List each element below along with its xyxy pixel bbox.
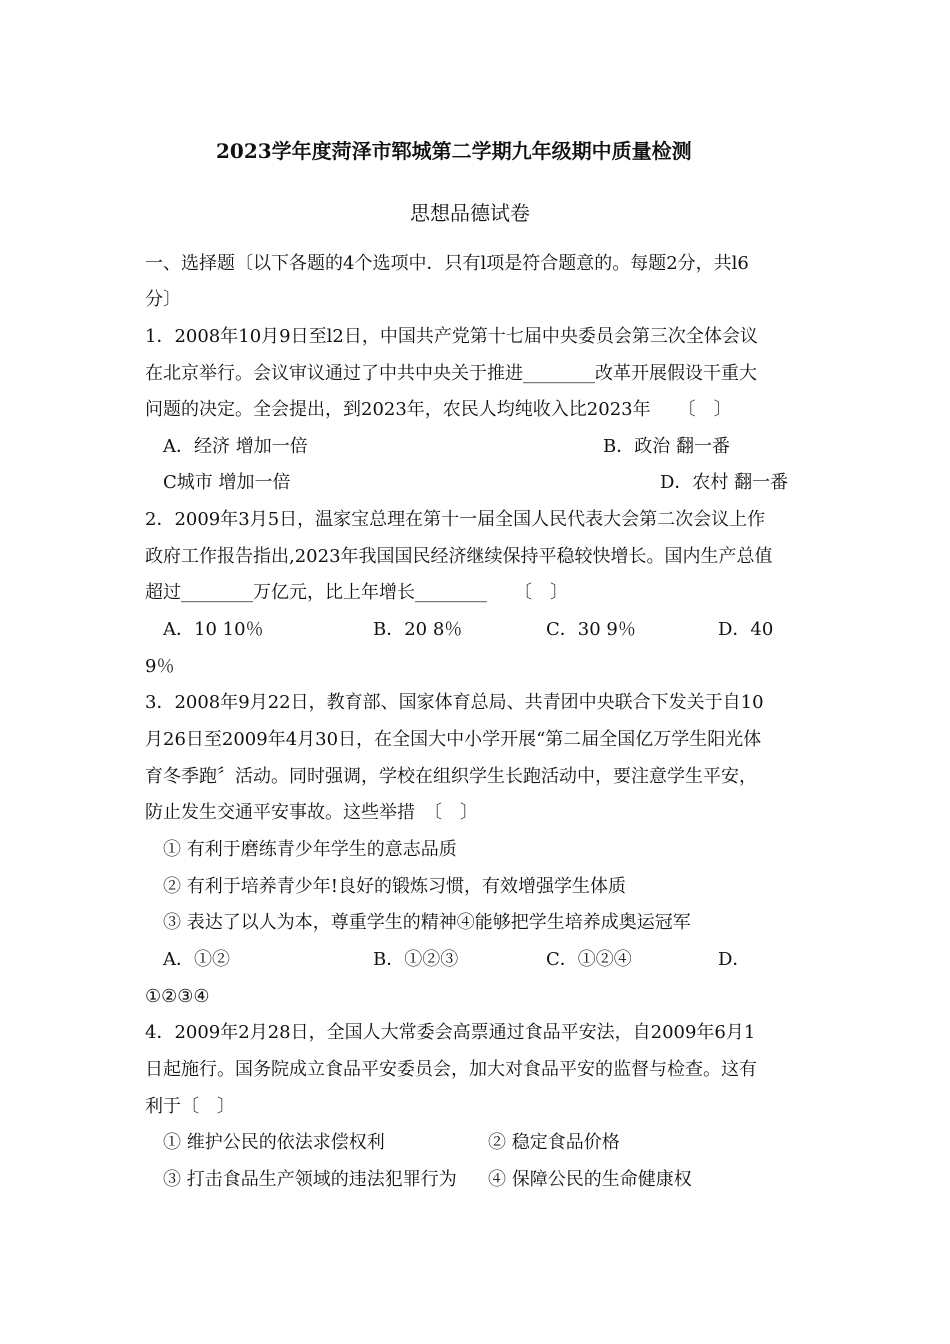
q1-line1: 1．2008年10月9日至l2日，中国共产党第十七届中央委员会第三次全体会议 xyxy=(145,326,758,347)
q4-item3: ③ 打击食品生产领域的违法犯罪行为 xyxy=(163,1169,457,1190)
q3-option-c: C．①②④ xyxy=(546,949,632,970)
q3-option-d: D． xyxy=(718,949,751,970)
q4-line3: 利于〔 〕 xyxy=(145,1096,235,1117)
q2-line2: 政府工作报告指出,2023年我国国民经济继续保持平稳较快增长。国内生产总值 xyxy=(145,546,773,567)
q3-item2: ② 有利于培养青少年!良好的锻炼习惯，有效增强学生体质 xyxy=(163,876,626,897)
q1-option-c: C城市 增加一倍 xyxy=(163,472,291,493)
q4-item2: ② 稳定食品价格 xyxy=(488,1132,620,1153)
exam-subtitle: 思想品德试卷 xyxy=(410,201,530,225)
q1-option-a: A．经济 增加一倍 xyxy=(163,436,308,457)
q2-option-d-cont: 9％ xyxy=(145,656,175,677)
q1-line2: 在北京举行。会议审议通过了中共中央关于推进________改革开展假设干重大 xyxy=(145,363,757,384)
q2-line3: 超过________万亿元，比上年增长________ 〔 〕 xyxy=(145,582,568,603)
q3-option-d-cont: ①②③④ xyxy=(145,986,210,1007)
q3-item3: ③ 表达了以人为本，尊重学生的精神④能够把学生培养成奥运冠军 xyxy=(163,912,691,933)
q4-line1: 4．2009年2月28日，全国人大常委会高票通过食品平安法，自2009年6月1 xyxy=(145,1022,756,1043)
section-heading-line1: 一、选择题〔以下各题的4个选项中．只有l项是符合题意的。每题2分，共l6 xyxy=(145,253,749,274)
q4-item4: ④ 保障公民的生命健康权 xyxy=(488,1169,692,1190)
q4-line2: 日起施行。国务院成立食品平安委员会，加大对食品平安的监督与检查。这有 xyxy=(145,1059,757,1080)
q2-option-c: C．30 9％ xyxy=(546,619,636,640)
q1-line3: 问题的决定。全会提出，到2023年，农民人均纯收入比2023年 〔 〕 xyxy=(145,399,732,420)
q1-option-b: B．政治 翻一番 xyxy=(603,436,730,457)
q3-option-a: A．①② xyxy=(163,949,230,970)
q2-option-a: A．10 10％ xyxy=(163,619,264,640)
q2-line1: 2．2009年3月5日，温家宝总理在第十一届全国人民代表大会第二次会议上作 xyxy=(145,509,766,530)
q3-line2: 月26日至2009年4月30日，在全国大中小学开展“第二届全国亿万学生阳光体 xyxy=(145,729,762,750)
exam-title: 2023学年度菏泽市郓城第二学期九年级期中质量检测 xyxy=(216,139,692,163)
q3-line4: 防止发生交通平安事故。这些举措 〔 〕 xyxy=(145,802,478,823)
section-heading-line2: 分〕 xyxy=(145,289,181,310)
q4-item1: ① 维护公民的依法求偿权利 xyxy=(163,1132,385,1153)
q2-option-d: D．40 xyxy=(718,619,774,640)
q2-option-b: B．20 8％ xyxy=(373,619,463,640)
q3-item1: ① 有利于磨练青少年学生的意志品质 xyxy=(163,839,457,860)
q3-line3: 育冬季跑〞活动。同时强调，学校在组织学生长跑活动中，要注意学生平安， xyxy=(145,766,757,787)
q3-option-b: B．①②③ xyxy=(373,949,459,970)
q1-option-d: D．农村 翻一番 xyxy=(660,472,789,493)
q3-line1: 3．2008年9月22日，教育部、国家体育总局、共青团中央联合下发关于自10 xyxy=(145,692,764,713)
